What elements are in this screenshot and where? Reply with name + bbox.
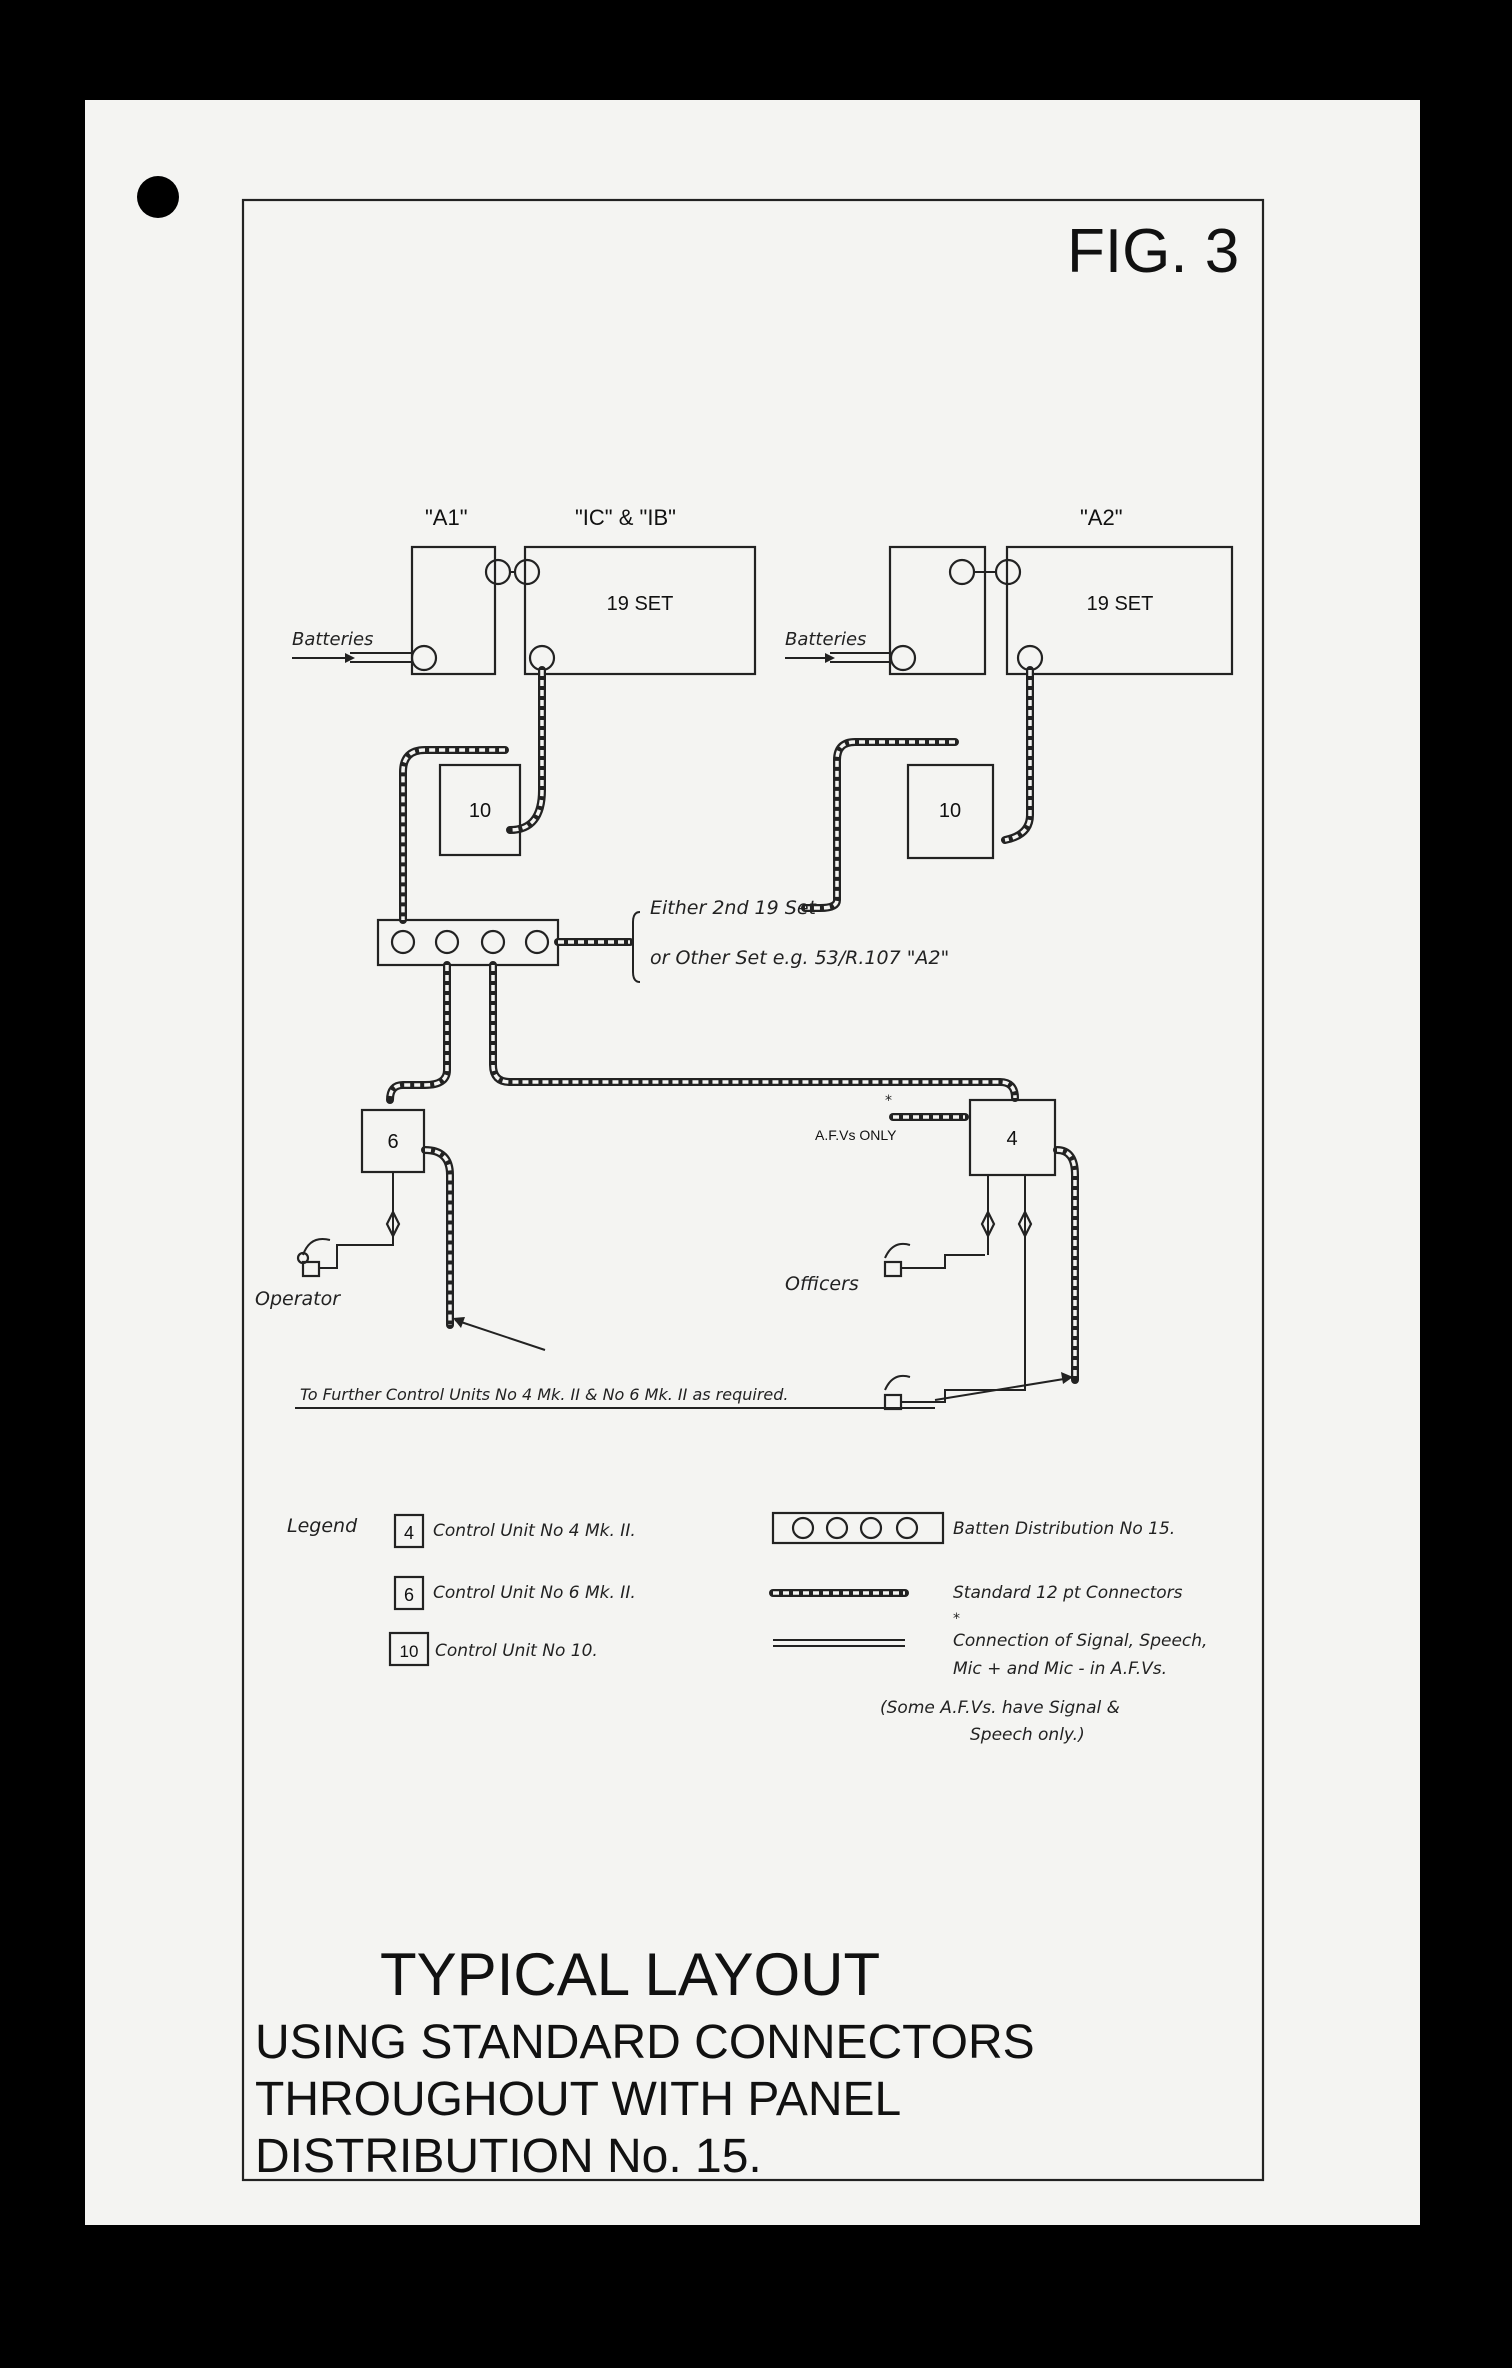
legend-text-cu10: Control Unit No 10.	[435, 1641, 598, 1661]
either-line1: Either 2nd 19 Set	[650, 897, 816, 919]
legend-note-line2: Speech only.)	[970, 1725, 1085, 1745]
legend-title: Legend	[287, 1515, 358, 1537]
set-19-left-label: 19 SET	[606, 593, 674, 615]
a1-junction-box	[412, 547, 495, 674]
cables	[390, 670, 1075, 1380]
operator-label: Operator	[255, 1288, 341, 1310]
legend-connector-text: Standard 12 pt Connectors	[953, 1583, 1183, 1603]
title-line4: DISTRIBUTION No. 15.	[255, 2130, 762, 2183]
label-ic-ib: "IC" & "IB"	[575, 505, 676, 530]
legend-symbol-4: 4	[403, 1523, 415, 1543]
legend-afv-text2: Mic + and Mic - in A.F.Vs.	[953, 1659, 1167, 1679]
legend-symbol-6: 6	[403, 1585, 415, 1605]
further-units-note: To Further Control Units No 4 Mk. II & No 6 Mk. II as required.	[300, 1385, 789, 1404]
batten-distribution-panel	[378, 920, 558, 965]
legend-symbol-10: 10	[399, 1642, 419, 1661]
title-line3: THROUGHOUT WITH PANEL	[255, 2073, 902, 2126]
connector-socket	[891, 646, 915, 670]
officers-headset-icon	[885, 1175, 1031, 1409]
label-a1: "A1"	[425, 505, 468, 530]
connector-socket	[486, 560, 510, 584]
batteries-left-label: Batteries	[292, 629, 374, 650]
legend-afv-text: Connection of Signal, Speech,	[953, 1631, 1208, 1651]
batteries-right-label: Batteries	[785, 629, 867, 650]
afvs-only-label: A.F.Vs ONLY	[815, 1127, 897, 1143]
cu6-label: 6	[387, 1131, 399, 1153]
either-line2: or Other Set e.g. 53/R.107 "A2"	[650, 947, 950, 969]
cu10-right-label: 10	[938, 800, 962, 822]
connector-socket	[950, 560, 974, 584]
connector-socket	[412, 646, 436, 670]
title-line1: TYPICAL LAYOUT	[380, 1941, 881, 2008]
punch-hole	[137, 176, 179, 218]
a2-junction-box	[890, 547, 985, 674]
title-line2: USING STANDARD CONNECTORS	[255, 2016, 1035, 2069]
officers-label: Officers	[785, 1273, 859, 1295]
cu4-label: 4	[1006, 1128, 1018, 1150]
fig-label: FIG. 3	[1067, 217, 1240, 286]
connector-socket	[515, 560, 539, 584]
wiring-diagram	[85, 100, 1420, 2225]
legend-note-line1: (Some A.F.Vs. have Signal &	[880, 1698, 1120, 1718]
afvs-mark: *	[885, 1093, 892, 1109]
drawing-border	[243, 200, 1263, 2180]
legend-batten-text: Batten Distribution No 15.	[953, 1519, 1176, 1539]
label-a2: "A2"	[1080, 505, 1123, 530]
legend-text-cu6: Control Unit No 6 Mk. II.	[433, 1583, 636, 1603]
cu10-left-label: 10	[468, 800, 492, 822]
operator-headset-icon	[298, 1172, 399, 1276]
set-19-right-label: 19 SET	[1086, 593, 1154, 615]
either-bracket	[633, 912, 640, 982]
document-sheet	[85, 100, 1420, 2225]
legend-afv-mark: *	[953, 1611, 960, 1627]
legend-text-cu4: Control Unit No 4 Mk. II.	[433, 1521, 636, 1541]
